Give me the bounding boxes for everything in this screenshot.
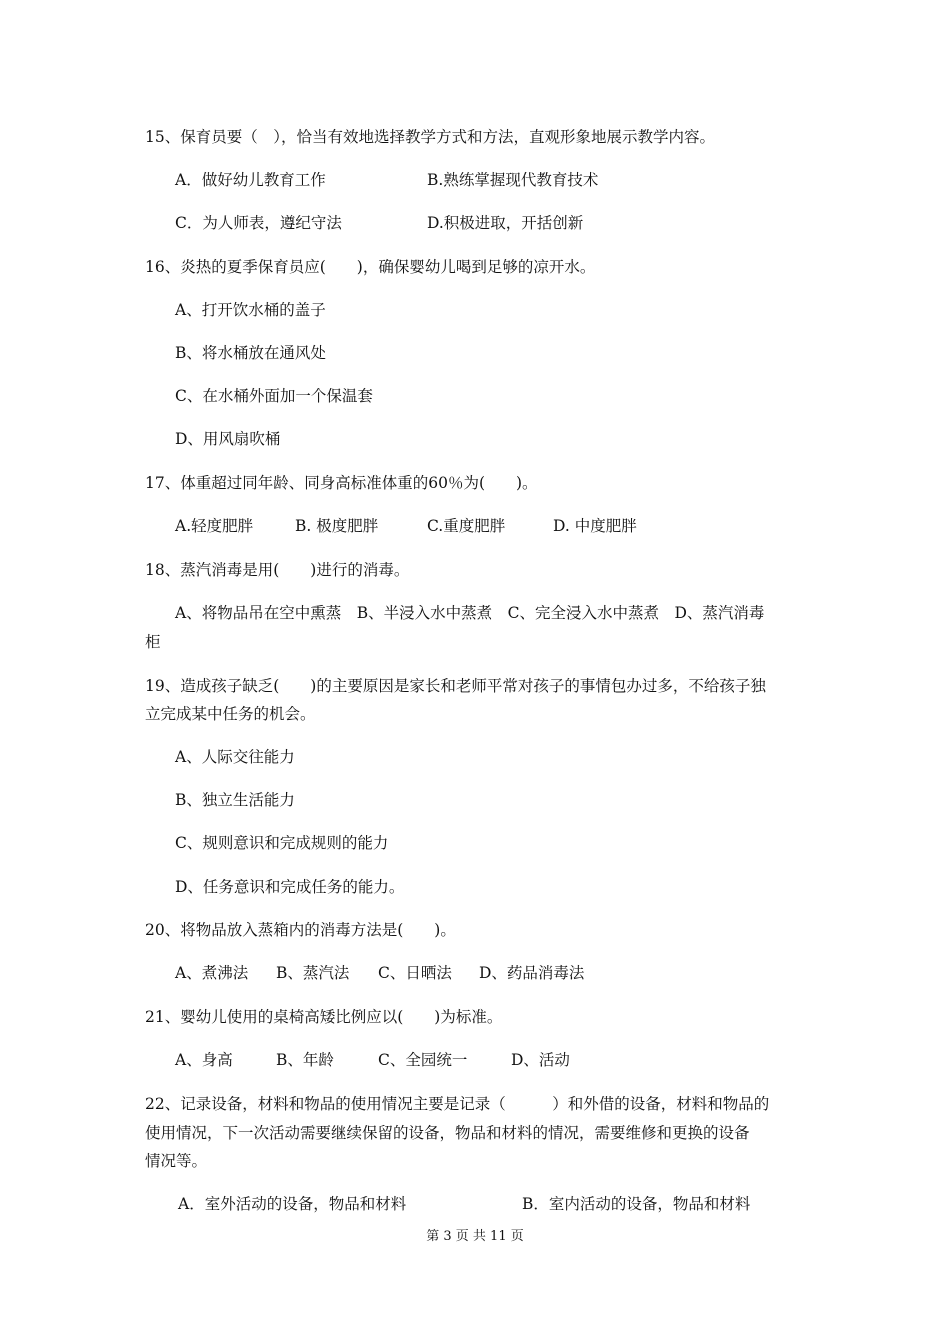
question-18-options-line-1: A、将物品吊在空中熏蒸 B、半浸入水中蒸煮 C、完全浸入水中蒸煮 D、蒸汽消毒: [175, 604, 765, 622]
question-15-option-c: C．为人师表，遵纪守法: [175, 214, 342, 232]
question-22-stem-line-3: 情况等。: [145, 1152, 208, 1170]
question-16-option-a: A、打开饮水桶的盖子: [175, 301, 326, 319]
question-17-option-b: B. 极度肥胖: [295, 517, 379, 535]
question-21-stem: 21、婴幼儿使用的桌椅高矮比例应以( )为标准。: [145, 1008, 503, 1026]
question-20-option-d: D、药品消毒法: [479, 964, 585, 982]
question-15-option-d: D.积极进取，开括创新: [427, 214, 584, 232]
question-22-option-a: A．室外活动的设备，物品和材料: [178, 1195, 407, 1213]
question-17-option-a: A.轻度肥胖: [175, 517, 254, 535]
question-17-stem: 17、体重超过同年龄、同身高标准体重的60％为( )。: [145, 474, 538, 492]
question-19-stem-line-2: 立完成某中任务的机会。: [145, 705, 316, 723]
question-20-option-b: B、蒸汽法: [276, 964, 350, 982]
question-18-options-line-2: 柜: [145, 633, 161, 651]
page-footer: 第 3 页 共 11 页: [426, 1229, 524, 1244]
question-15-stem: 15、保育员要（ ），恰当有效地选择教学方式和方法，直观形象地展示教学内容。: [145, 128, 715, 146]
question-22-stem-line-2: 使用情况，下一次活动需要继续保留的设备，物品和材料的情况，需要维修和更换的设备: [145, 1124, 750, 1142]
question-19-option-c: C、规则意识和完成规则的能力: [175, 834, 389, 852]
question-20-option-a: A、煮沸法: [175, 964, 249, 982]
question-21-option-a: A、身高: [175, 1051, 233, 1069]
question-18-stem: 18、蒸汽消毒是用( )进行的消毒。: [145, 561, 410, 579]
question-16-stem: 16、炎热的夏季保育员应( )，确保婴幼儿喝到足够的凉开水。: [145, 258, 596, 276]
question-21-option-c: C、全园统一: [378, 1051, 468, 1069]
question-22-option-b: B．室内活动的设备，物品和材料: [522, 1195, 751, 1213]
question-15-option-b: B.熟练掌握现代教育技术: [427, 171, 599, 189]
question-19-option-a: A、人际交往能力: [175, 748, 295, 766]
question-22-stem-line-1: 22、记录设备，材料和物品的使用情况主要是记录（ ）和外借的设备，材料和物品的: [145, 1095, 770, 1113]
question-17-option-d: D. 中度肥胖: [553, 517, 637, 535]
question-15-option-a: A．做好幼儿教育工作: [175, 171, 326, 189]
question-19-option-b: B、独立生活能力: [175, 791, 295, 809]
question-16-option-b: B、将水桶放在通风处: [175, 344, 326, 362]
question-20-stem: 20、将物品放入蒸箱内的消毒方法是( )。: [145, 921, 456, 939]
question-16-option-c: C、在水桶外面加一个保温套: [175, 387, 373, 405]
question-16-option-d: D、用风扇吹桶: [175, 430, 281, 448]
question-20-option-c: C、日晒法: [378, 964, 452, 982]
question-21-option-b: B、年龄: [276, 1051, 334, 1069]
question-19-option-d: D、任务意识和完成任务的能力。: [175, 878, 405, 896]
question-21-option-d: D、活动: [511, 1051, 570, 1069]
question-17-option-c: C.重度肥胖: [427, 517, 506, 535]
question-19-stem-line-1: 19、造成孩子缺乏( )的主要原因是家长和老师平常对孩子的事情包办过多，不给孩子独: [145, 677, 766, 695]
